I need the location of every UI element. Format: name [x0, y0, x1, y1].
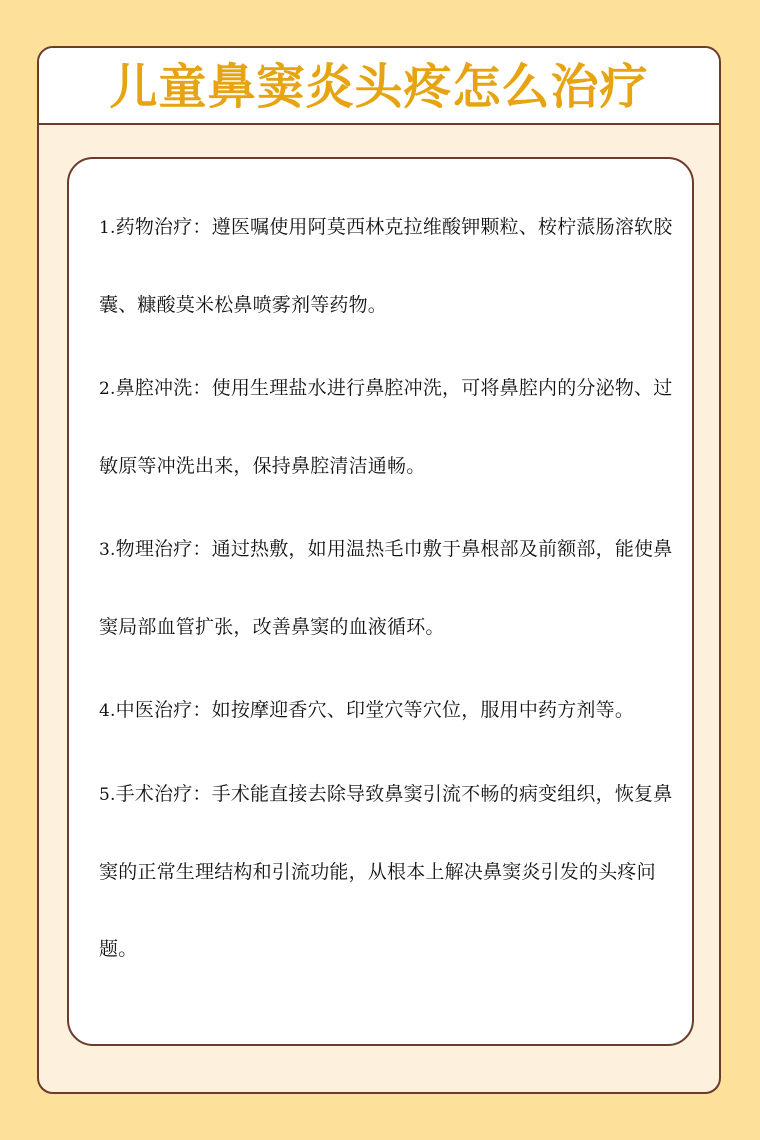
treatment-item-2	[99, 350, 674, 505]
title-header	[39, 48, 719, 125]
treatment-text: 鼻腔冲洗：使用生理盐水进行鼻腔冲洗，可将鼻腔内的分泌物、过敏原等冲洗出来，保持鼻腔清洁通畅。	[99, 377, 673, 477]
treatment-number: 4.	[99, 701, 116, 721]
content-card	[67, 157, 694, 1046]
treatment-list	[99, 189, 674, 994]
treatment-item-4	[99, 672, 674, 750]
treatment-item-3	[99, 511, 674, 666]
treatment-text: 中医治疗：如按摩迎香穴、印堂穴等穴位，服用中药方剂等。	[115, 699, 635, 721]
treatment-item-5	[99, 756, 674, 988]
page-title: 儿童鼻窦炎头疼怎么治疗	[109, 58, 649, 115]
treatment-text: 药物治疗：遵医嘱使用阿莫西林克拉维酸钾颗粒、桉柠蒎肠溶软胶囊、糠酸莫米松鼻喷雾剂等药物。	[99, 216, 673, 316]
treatment-number: 3.	[99, 540, 116, 560]
treatment-text: 手术治疗：手术能直接去除导致鼻窦引流不畅的病变组织，恢复鼻窦的正常生理结构和引流功能，从根本上解决鼻窦炎引发的头疼问题。	[99, 783, 673, 960]
treatment-number: 2.	[99, 379, 116, 399]
treatment-number: 5.	[99, 785, 116, 805]
treatment-text: 物理治疗：通过热敷，如用温热毛巾敷于鼻根部及前额部，能使鼻窦局部血管扩张，改善鼻窦的血液循环。	[99, 538, 673, 638]
treatment-number: 1.	[99, 218, 116, 238]
treatment-item-1	[99, 189, 674, 344]
